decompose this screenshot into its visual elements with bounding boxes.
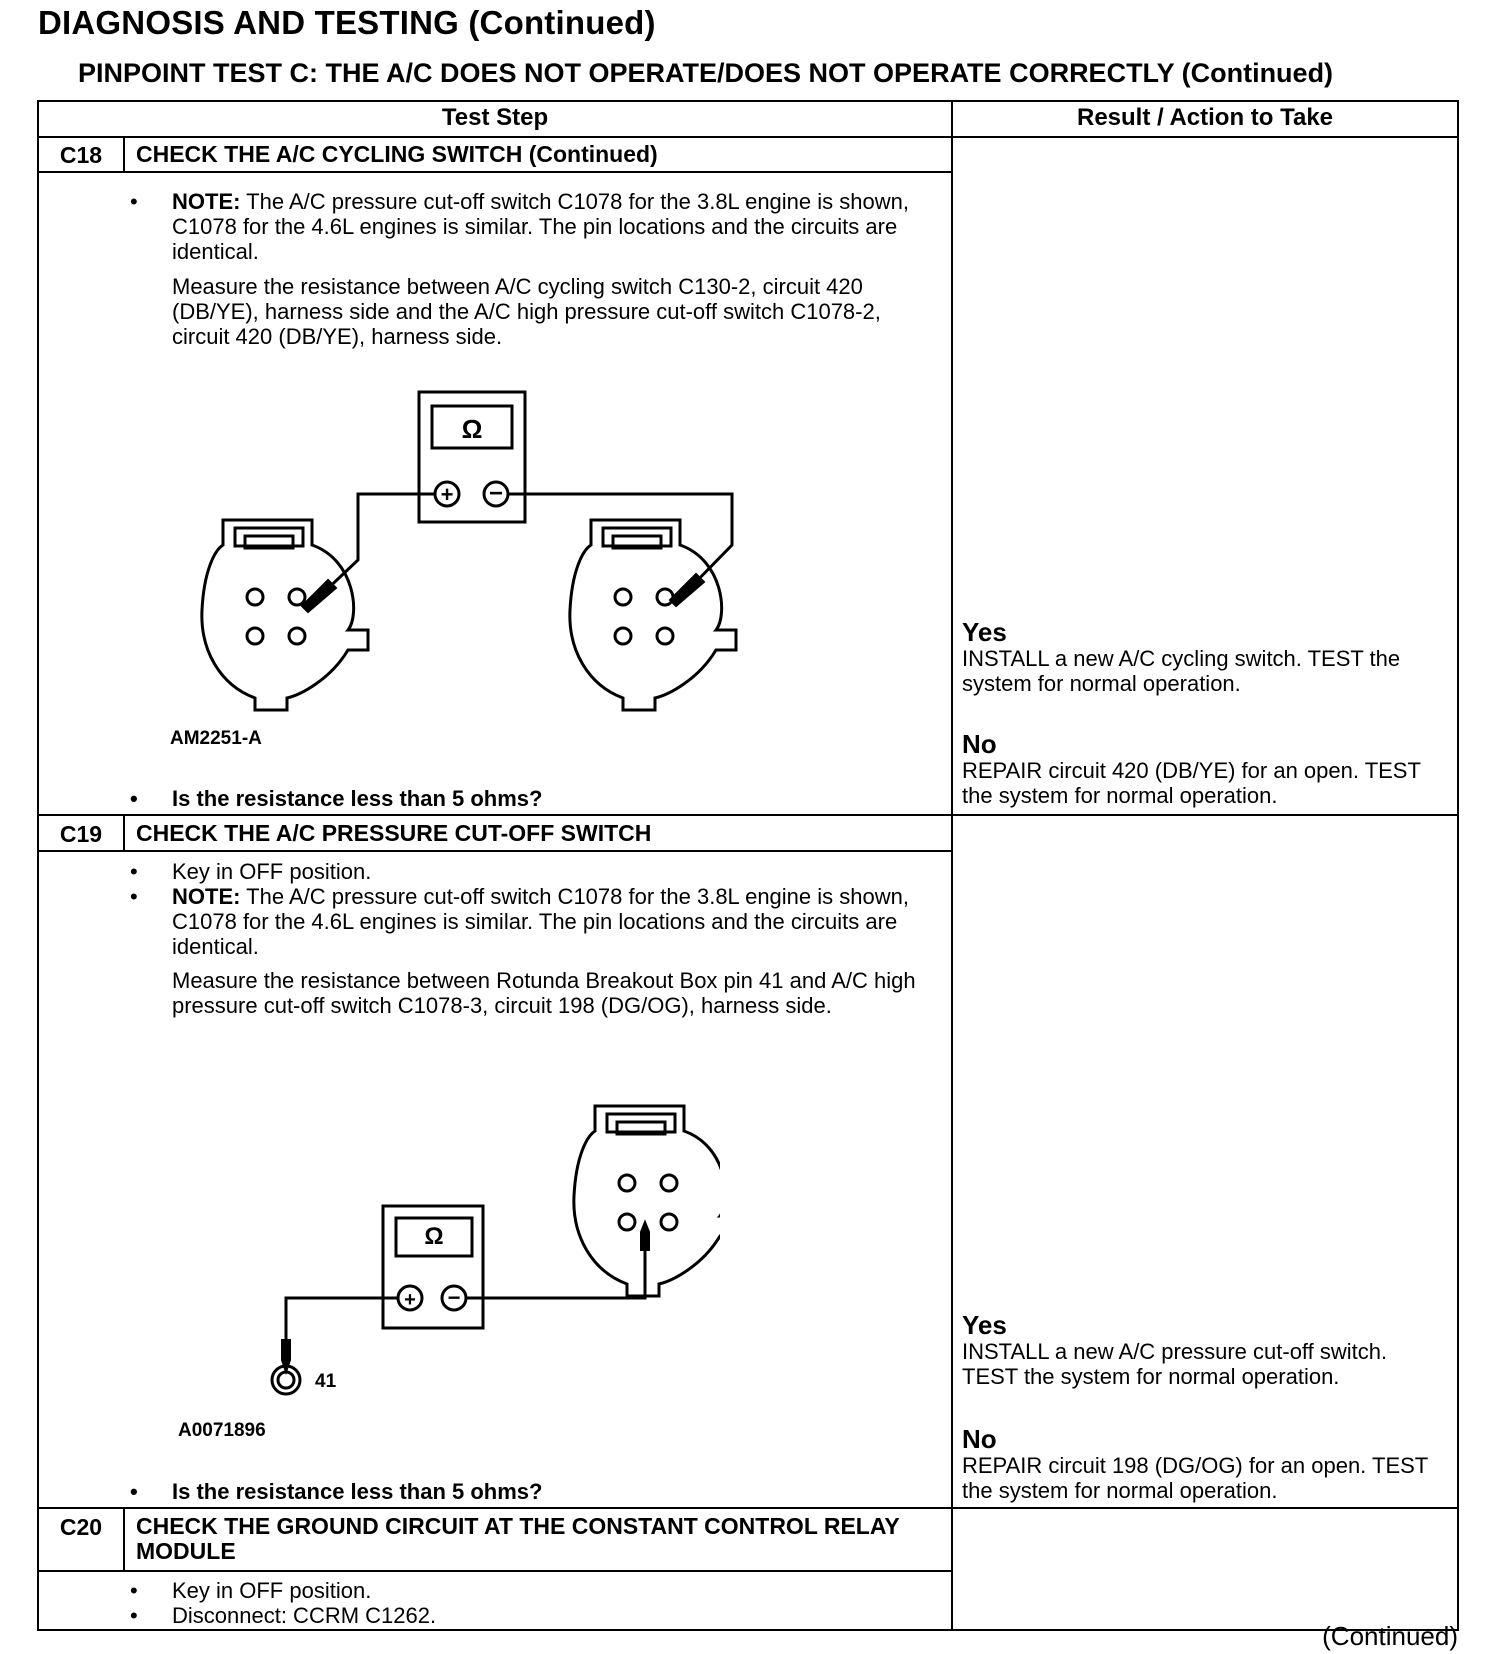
c19-result-yes (962, 1311, 1462, 1389)
probe-tip-connector (641, 1222, 649, 1250)
no-action: REPAIR circuit 420 (DB/YE) for an open. TEST the system for normal operation. (962, 758, 1421, 808)
test-lead-negative (466, 1250, 645, 1298)
note-text: The A/C pressure cut-off switch C1078 for the 3.8L engine is shown, C1078 for the 4.6L engines is similar. The pin locations and the circuits are identical. (172, 884, 909, 959)
c19-result-no (962, 1425, 1462, 1503)
pin-41-label: 41 (315, 1371, 337, 1392)
page-title: DIAGNOSIS AND TESTING (Continued) (38, 4, 656, 41)
yes-action: INSTALL a new A/C pressure cut-off switch. TEST the system for normal operation. (962, 1339, 1388, 1389)
connector-c130-icon (202, 520, 368, 710)
continued-footer: (Continued) (1322, 1621, 1458, 1651)
test-lead-positive (286, 1298, 398, 1362)
step-id-c18: C18 (59, 142, 103, 168)
c18-result-no (962, 730, 1462, 808)
pinpoint-test-title: PINPOINT TEST C: THE A/C DOES NOT OPERATE/DOES NOT OPERATE CORRECTLY (Continued) (78, 58, 1334, 88)
minus-sign: − (447, 1285, 461, 1310)
step-title-c20: CHECK THE GROUND CIRCUIT AT THE CONSTANT CONTROL RELAY MODULE (136, 1513, 900, 1564)
c19-diagram (260, 1100, 720, 1400)
step-id-c19: C19 (59, 821, 103, 847)
step-id-c20: C20 (59, 1514, 103, 1540)
plus-sign: + (404, 1289, 416, 1311)
step-title-c19: CHECK THE A/C PRESSURE CUT-OFF SWITCH (136, 820, 652, 846)
header-test-step: Test Step (441, 104, 549, 131)
step-title-c18: CHECK THE A/C CYCLING SWITCH (Continued) (136, 141, 658, 167)
probe-tip-right (670, 574, 704, 606)
c18-figure-id: AM2251-A (170, 728, 262, 749)
connector-c1078-icon (570, 520, 736, 710)
note-label: NOTE: (172, 189, 241, 214)
connector-c1078-icon (574, 1106, 720, 1296)
note-label: NOTE: (172, 884, 241, 909)
yes-action: INSTALL a new A/C cycling switch. TEST the system for normal operation. (962, 646, 1401, 696)
c18-measure-instruction: Measure the resistance between A/C cycling switch C130-2, circuit 420 (DB/YE), harness side and the A/C high pressure cut-off switch C1078-2, circuit 420 (DB/YE), harness side. (172, 274, 881, 349)
meter-ohm-symbol: Ω (461, 414, 483, 444)
bullet-dot: • (130, 189, 138, 214)
no-label: No (962, 1424, 997, 1454)
yes-label: Yes (962, 1310, 1007, 1340)
ohmmeter-icon (419, 392, 525, 522)
probe-tip-left (302, 580, 336, 612)
meter-ohm-symbol: Ω (424, 1223, 444, 1250)
header-result-action: Result / Action to Take (1076, 104, 1334, 131)
no-label: No (962, 729, 997, 759)
note-text: The A/C pressure cut-off switch C1078 for the 3.8L engine is shown, C1078 for the 4.6L engines is similar. The pin locations and the circuits are identical. (172, 189, 909, 264)
no-action: REPAIR circuit 198 (DG/OG) for an open. TEST the system for normal operation. (962, 1453, 1428, 1503)
c18-diagram (180, 380, 760, 720)
yes-label: Yes (962, 617, 1007, 647)
c19-figure-id: A0071896 (178, 1420, 266, 1441)
c18-result-yes (962, 618, 1462, 696)
c19-measure-instruction: Measure the resistance between Rotunda Breakout Box pin 41 and A/C high pressure cut-off switch C1078-3, circuit 198 (DG/OG), harness side. (172, 968, 916, 1018)
minus-sign: − (488, 480, 504, 507)
plus-sign: + (440, 482, 454, 507)
